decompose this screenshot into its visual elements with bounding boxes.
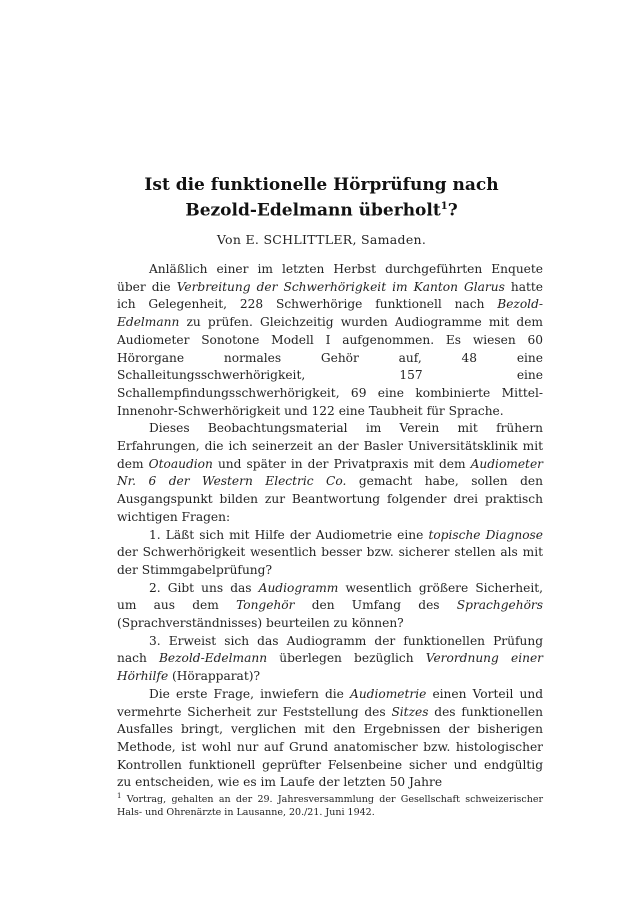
question-3 bbox=[117, 633, 543, 686]
text-run: des funktionellen Ausfalles bringt, verglichen mit den Ergebnissen der bisherigen Methode, ist wohl nur auf Grund anatomischer bzw. histologischer Kontrollen funktionell geprüfter Felsenbeine sicher und endgültig zu entscheiden, wie es im Laufe der letzten 50 Jahre bbox=[117, 704, 543, 790]
article-title-line-2 bbox=[0, 196, 643, 222]
text-run: hatte ich Gelegenheit, 228 Schwerhörige funktionell nach bbox=[117, 279, 543, 312]
text-run: (Hörapparat)? bbox=[168, 669, 261, 684]
text-run: wesentlich größere Sicherheit, um aus dem bbox=[117, 580, 544, 613]
emphasis: Verbreitung der Schwerhörigkeit im Kanton Glarus bbox=[176, 279, 505, 294]
footnote-marker: 1 bbox=[117, 792, 122, 800]
emphasis: Otoaudion bbox=[148, 456, 213, 471]
footnote bbox=[117, 790, 543, 819]
paragraph-1 bbox=[117, 261, 543, 420]
footnote-reference[interactable]: 1 bbox=[440, 201, 448, 212]
text-run: einen Vorteil und vermehrte Sicherheit zur Feststellung des bbox=[117, 686, 543, 719]
text-run: 1. Läßt sich mit Hilfe der Audiometrie eine bbox=[149, 527, 429, 542]
emphasis: topische Diagnose bbox=[428, 527, 544, 542]
emphasis: Tongehör bbox=[236, 598, 295, 613]
text-run: 3. Erweist sich das Audiogramm der funktionellen Prüfung nach bbox=[117, 633, 543, 666]
text-run: zu prüfen. Gleichzeitig wurden Audiogramme mit dem Audiometer Sonotone Modell I aufgenommen. Es wiesen 60 Hörorgane normales Gehör auf, 48 eine Schalleitungsschwerhörigkeit, 157 eine Schallempfindungsschwerhörigkeit, 69 eine kombinierte Mittel-Innenohr-Schwerhörigkeit und 122 eine Taubheit für Sprache. bbox=[117, 315, 543, 418]
text-run: Die erste Frage, inwiefern die bbox=[149, 686, 351, 701]
question-1 bbox=[117, 527, 543, 580]
title-main: Bezold-Edelmann überholt bbox=[185, 200, 441, 221]
text-run: der Schwerhörigkeit wesentlich besser bzw. sicherer stellen als mit der Stimmgabelprüfung? bbox=[117, 545, 543, 577]
question-2 bbox=[117, 580, 543, 633]
title-question-mark: ? bbox=[447, 200, 458, 221]
article-body bbox=[117, 261, 543, 792]
text-run: Dieses Beobachtungsmaterial im Verein mit frühern Erfahrungen, die ich seinerzeit an der Basler Universitätsklinik mit dem bbox=[117, 421, 543, 471]
emphasis: Bezold-Edelmann bbox=[117, 297, 543, 330]
text-run: 2. Gibt uns das bbox=[149, 580, 259, 595]
text-run: den Umfang des bbox=[294, 598, 457, 613]
text-run: Anläßlich einer im letzten Herbst durchgeführten Enquete über die bbox=[117, 262, 543, 294]
paragraph-3 bbox=[117, 686, 543, 792]
emphasis: Sprachgehörs bbox=[456, 598, 543, 613]
emphasis: Bezold-Edelmann bbox=[158, 651, 268, 666]
text-run: überlegen bezüglich bbox=[267, 651, 426, 666]
emphasis: Audiometrie bbox=[350, 686, 427, 701]
emphasis: Audiometer Nr. 6 der Western Electric Co. bbox=[117, 456, 543, 489]
paragraph-2 bbox=[117, 420, 543, 526]
text-run: und später in der Privatpraxis mit dem bbox=[212, 456, 471, 471]
text-run: gemacht habe, sollen den Ausgangspunkt bilden zur Beantwortung folgender drei praktisch wichtigen Fragen: bbox=[117, 474, 543, 524]
article-title-line-1: Ist die funktionelle Hörprüfung nach bbox=[144, 175, 499, 195]
text-run: (Sprachverständnisses) beurteilen zu können? bbox=[117, 616, 404, 631]
footnote-text: Vortrag, gehalten an der 29. Jahresversammlung der Gesellschaft schweizerischer Hals- und Ohrenärzte in Lausanne, 20./21. Juni 1942. bbox=[117, 794, 543, 819]
emphasis: Sitzes bbox=[391, 704, 429, 719]
author-line: Von E. SCHLITTLER, Samaden. bbox=[216, 232, 427, 247]
emphasis: Audiogramm bbox=[258, 580, 339, 595]
emphasis: Verordnung einer Hörhilfe bbox=[117, 651, 543, 684]
